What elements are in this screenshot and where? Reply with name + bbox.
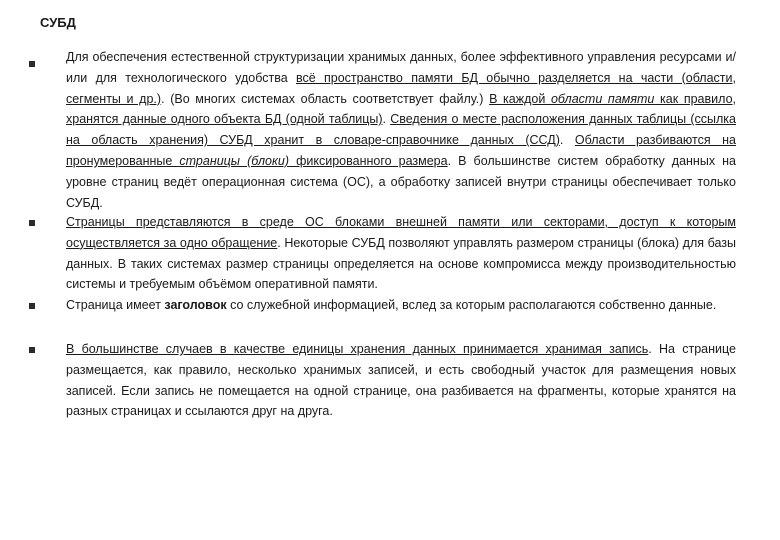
text-segment: заголовок — [164, 298, 227, 312]
text-segment: области памяти — [550, 91, 655, 106]
slide-title: СУБД — [40, 15, 76, 30]
text-segment: В каждой — [489, 91, 551, 106]
text-segment: . — [559, 133, 575, 148]
text-segment: как правило, хранятся данные одного объекта БД (одной таблицы) — [66, 91, 736, 127]
text-segment: Сведения о месте расположения данных таблицы (ссылка на область хранения) СУБД хранит в словаре-справочнике данных (ССД) — [66, 112, 736, 148]
text-segment: Страницы представляются в среде ОС блоками внешней памяти или секторами, доступ к которым осуществляется за одно обращение — [66, 215, 736, 250]
bullet-text — [66, 295, 736, 316]
text-segment: . — [382, 112, 391, 127]
text-segment: со служебной информацией, вслед за которым располагаются собственно данные. — [226, 298, 717, 312]
text-segment: . Некоторые СУБД позволяют управлять размером страницы (блока) для базы данных. В таких системах размер страницы определяется на основе компромисса между производительностью системы и требуемым объёмом оперативной памяти. — [66, 235, 736, 292]
bullet-text — [66, 339, 736, 422]
text-segment: . В большинстве систем обработку данных на уровне страниц ведёт операционная система (ОС), а обработку записей внутри страницы обеспечивает только СУБД. — [66, 153, 736, 210]
bullet-text — [66, 47, 736, 213]
text-segment: Области разбиваются на пронумерованные — [66, 133, 736, 168]
bullet-marker-icon — [29, 347, 35, 353]
text-segment: всё пространство памяти БД обычно разделяется на части (области, сегменты и др.) — [66, 70, 736, 106]
text-segment: страницы (блоки) — [179, 153, 290, 168]
text-segment: фиксированного размера — [289, 153, 448, 168]
bullet-marker-icon — [29, 303, 35, 309]
bullet-marker-icon — [29, 220, 35, 226]
text-segment: . (Во многих системах область соответствует файлу.) — [161, 91, 490, 106]
text-segment: Страница имеет — [66, 298, 165, 312]
text-segment: . На странице размещается, как правило, несколько хранимых записей, и есть свободный участок для размещения новых записей. Если запись не помещается на одной странице, она разбивается на фрагменты, которые хранятся на разных страницах и ссылаются друг на друга. — [66, 342, 736, 419]
text-segment: Для обеспечения естественной структуризации хранимых данных, более эффективного управления ресурсами и/или для технологического удобства — [66, 50, 736, 85]
bullet-marker-icon — [29, 61, 35, 67]
text-segment: В большинстве случаев в качестве единицы хранения данных принимается хранимая запись — [66, 342, 649, 356]
bullet-text — [66, 212, 736, 295]
